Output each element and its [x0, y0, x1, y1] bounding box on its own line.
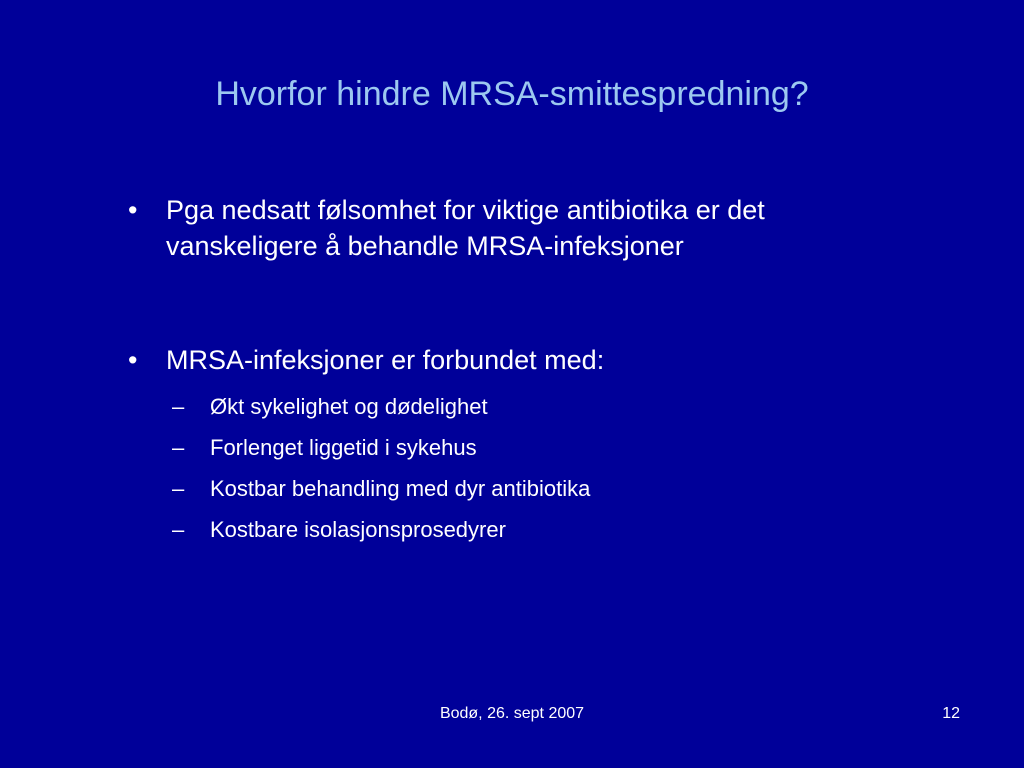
sub-bullet-text: Kostbar behandling med dyr antibiotika	[210, 476, 591, 501]
sub-bullet-item	[166, 468, 908, 509]
page-number: 12	[942, 705, 960, 722]
sub-bullet-text: Økt sykelighet og dødelighet	[210, 394, 488, 419]
bullet-text: MRSA-infeksjoner er forbundet med:	[166, 345, 605, 375]
sub-bullet-item	[166, 509, 908, 550]
slide-content	[128, 192, 908, 550]
bullet-text: Pga nedsatt følsomhet for viktige antibiotika er det vanskeligere å behandle MRSA-infeksjoner	[166, 195, 765, 261]
bullet-item-2	[128, 342, 908, 378]
sub-bullet-list	[128, 386, 908, 550]
sub-bullet-text: Kostbare isolasjonsprosedyrer	[210, 517, 506, 542]
dash-marker: –	[172, 394, 185, 419]
sub-bullet-text: Forlenget liggetid i sykehus	[210, 435, 477, 460]
sub-bullet-item	[166, 427, 908, 468]
dash-marker: –	[172, 476, 185, 501]
sub-bullet-item	[166, 386, 908, 427]
bullet-marker: •	[128, 195, 138, 225]
slide-footer: Bodø, 26. sept 2007	[439, 705, 585, 722]
dash-marker: –	[172, 517, 185, 542]
bullet-item-1	[128, 192, 908, 264]
bullet-marker: •	[128, 345, 138, 375]
slide-title: Hvorfor hindre MRSA-smittespredning?	[215, 75, 809, 113]
dash-marker: –	[172, 435, 185, 460]
